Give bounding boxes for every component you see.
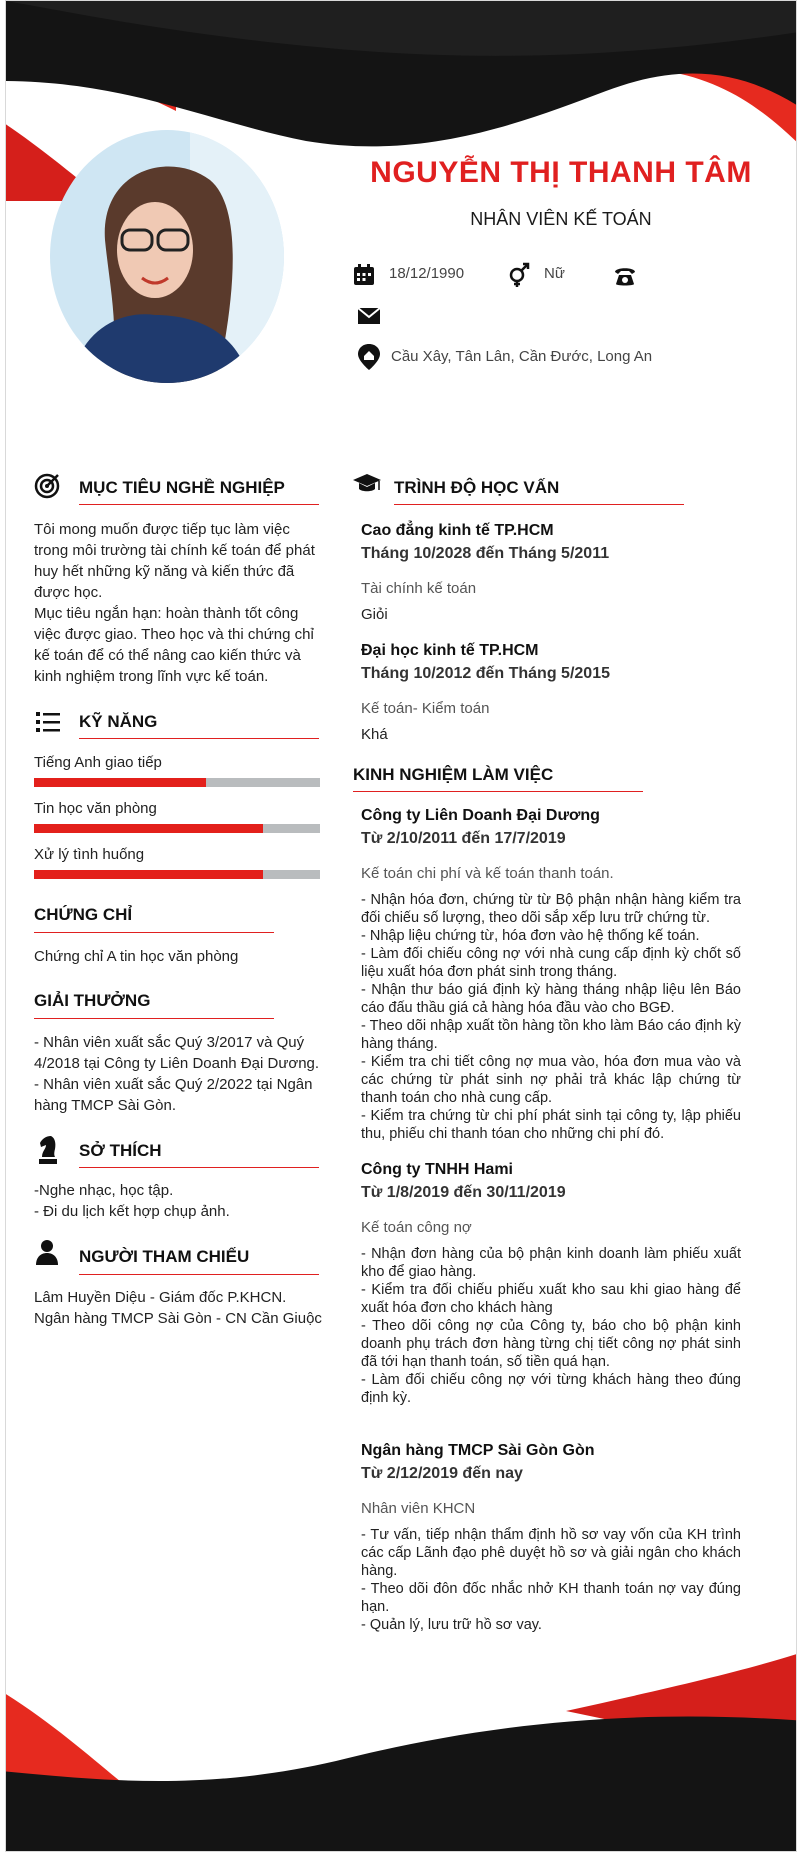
duty-item: - Theo dõi công nợ của Công ty, báo cho bộ phận kinh doanh phụ trách đơn hàng từng chị tiết công nợ phát sinh đã tới hạn thanh toán, số tiền quá hạn.: [361, 1318, 741, 1370]
list-icon: [36, 711, 60, 733]
gender: Nữ: [544, 265, 565, 282]
objective-line: Mục tiêu ngắn hạn: hoàn thành tốt công: [34, 605, 299, 622]
skill-bar: [34, 824, 320, 833]
phone-icon: [613, 265, 637, 287]
references-heading: NGƯỜI THAM CHIẾU: [79, 1247, 250, 1266]
objective-line: huy hết những kỹ năng và kiến thức đã: [34, 563, 295, 580]
experience-company: Công ty Liên Doanh Đại Dương: [361, 807, 600, 824]
objective-heading: MỤC TIÊU NGHỀ NGHIỆP: [79, 478, 285, 497]
duty-item: - Nhận hóa đơn, chứng từ từ Bộ phận nhận hàng kiểm tra đối chiếu số lượng, theo dõi sắp xếp lưu trữ chứng từ.: [361, 892, 741, 926]
skill-bar-fill: [34, 870, 263, 879]
education-major: Kế toán- Kiểm toán: [361, 700, 490, 717]
duty-item: - Kiểm tra đối chiếu phiếu xuất kho sau khi giao hàng để xuất hóa đơn cho khách hàng: [361, 1282, 741, 1316]
skill-bar: [34, 778, 320, 787]
education-heading: TRÌNH ĐỘ HỌC VẤN: [394, 478, 560, 497]
target-icon: [34, 473, 60, 499]
objective-divider: [79, 504, 319, 505]
education-major: Tài chính kế toán: [361, 580, 477, 597]
address: Cầu Xây, Tân Lân, Cần Đước, Long An: [391, 348, 653, 365]
objective-line: Tôi mong muốn được tiếp tục làm việc: [34, 521, 290, 538]
duty-item: - Kiểm tra chi tiết công nợ mua vào, hóa đơn mua vào và các chứng từ phát sinh nợ phải trả khác lập chứng từ thanh toán cho nhà cung cấp.: [361, 1054, 741, 1106]
experience-period: Từ 2/12/2019 đến nay: [361, 1465, 523, 1482]
location-icon: [357, 343, 381, 371]
job-title: NHÂN VIÊN KẾ TOÁN: [470, 209, 652, 229]
education-period: Tháng 10/2012 đến Tháng 5/2015: [361, 665, 610, 682]
education-period: Tháng 10/2028 đến Tháng 5/2011: [361, 545, 610, 562]
duty-item: - Nhận đơn hàng của bộ phận kinh doanh làm phiếu xuất kho để giao hàng.: [361, 1246, 741, 1280]
award-line: - Nhân viên xuất sắc Quý 2/2022 tại Ngân: [34, 1076, 313, 1093]
duty-item: - Nhập liệu chứng từ, hóa đơn vào hệ thống kế toán.: [361, 928, 700, 944]
education-grade: Giỏi: [361, 606, 388, 623]
duty-item: - Nhận thư báo giá định kỳ hàng tháng nhập liệu lên Báo cáo đấu thầu giá cả hàng hóa đầu vào cho BGĐ.: [361, 982, 741, 1016]
duty-item: - Theo dõi nhập xuất tồn hàng tồn kho làm Báo cáo định kỳ hàng tháng.: [361, 1018, 741, 1052]
experience-period: Từ 2/10/2011 đến 17/7/2019: [361, 830, 566, 847]
award-line: - Nhân viên xuất sắc Quý 3/2017 và Quý: [34, 1034, 305, 1051]
chess-knight-icon: [38, 1135, 58, 1165]
hobbies-divider: [79, 1167, 319, 1168]
objective-line: trong môi trường tài chính kế toán để phát: [34, 542, 315, 559]
experience-duties: [361, 1245, 741, 1407]
experience-divider: [353, 791, 643, 792]
skill-bar-fill: [34, 824, 263, 833]
duty-item: - Theo dõi đôn đốc nhắc nhở KH thanh toán nợ vay đúng hạn.: [361, 1581, 741, 1615]
awards-divider: [34, 1018, 274, 1019]
objective-text: [34, 519, 324, 687]
references-text: [34, 1287, 334, 1329]
certificates-heading: CHỨNG CHỈ: [34, 905, 133, 924]
graduation-cap-icon: [352, 473, 382, 497]
experience-duties: [361, 1526, 741, 1634]
experience-role: Kế toán công nợ: [361, 1219, 472, 1236]
experience-duties: [361, 891, 741, 1143]
experience-role: Kế toán chi phí và kế toán thanh toán.: [361, 865, 614, 882]
reference-line: Lâm Huyền Diệu - Giám đốc P.KHCN.: [34, 1289, 287, 1306]
duty-item: - Tư vấn, tiếp nhận thẩm định hồ sơ vay vốn của KH trình các cấp Lãnh đạo phê duyệt hồ sơ và giải ngân cho khách hàng.: [361, 1527, 741, 1579]
skill-label: Tiếng Anh giao tiếp: [34, 754, 162, 771]
education-school: Cao đẳng kinh tế TP.HCM: [361, 522, 554, 539]
objective-line: kế toán để có thể nâng cao kiến thức và: [34, 647, 301, 664]
skills-divider: [79, 738, 319, 739]
education-school: Đại học kinh tế TP.HCM: [361, 642, 539, 659]
skill-bar-fill: [34, 778, 206, 787]
awards-heading: GIẢI THƯỞNG: [34, 991, 151, 1010]
education-grade: Khá: [361, 726, 388, 743]
awards-text: [34, 1032, 334, 1116]
references-divider: [79, 1274, 319, 1275]
objective-line: việc được giao. Theo học và thi chứng chỉ: [34, 626, 314, 643]
award-line: 4/2018 tại Công ty Liên Doanh Đại Dương.: [34, 1055, 320, 1072]
hobby-line: - Đi du lịch kết hợp chụp ảnh.: [34, 1203, 230, 1220]
experience-role: Nhân viên KHCN: [361, 1500, 476, 1517]
hobbies-text: [34, 1180, 324, 1222]
skill-label: Xử lý tình huống: [34, 846, 145, 863]
skill-bar: [34, 870, 320, 879]
education-divider: [394, 504, 684, 505]
person-icon: [36, 1239, 58, 1265]
duty-item: - Quản lý, lưu trữ hồ sơ vay.: [361, 1617, 542, 1633]
resume-page: [5, 0, 797, 1852]
duty-item: - Làm đối chiếu công nợ với nhà cung cấp định kỳ chốt số liệu xuất hóa đơn phát sinh trong tháng.: [361, 946, 741, 980]
calendar-icon: [353, 264, 375, 286]
birthdate: 18/12/1990: [389, 265, 465, 282]
footer-wave-decoration: [6, 1651, 797, 1852]
experience-period: Từ 1/8/2019 đến 30/11/2019: [361, 1184, 566, 1201]
certificates-divider: [34, 932, 274, 933]
skill-label: Tin học văn phòng: [34, 800, 157, 817]
hobby-line: -Nghe nhạc, học tập.: [34, 1182, 174, 1199]
duty-item: - Làm đối chiếu công nợ với từng khách hàng theo đúng định kỳ.: [361, 1372, 741, 1406]
objective-line: được học.: [34, 584, 103, 601]
objective-line: kinh nghiệm trong lĩnh vực kế toán.: [34, 668, 269, 685]
email-icon: [357, 307, 381, 325]
experience-heading: KINH NGHIỆM LÀM VIỆC: [353, 765, 554, 784]
experience-company: Công ty TNHH Hami: [361, 1161, 513, 1178]
avatar: [50, 130, 284, 383]
duty-item: - Kiểm tra chứng từ chi phí phát sinh tại công ty, lập phiếu thu, phiếu chi thanh tóan cho những chi phí đó.: [361, 1108, 741, 1142]
gender-icon: [506, 261, 532, 287]
certificate-item: Chứng chỉ A tin học văn phòng: [34, 948, 239, 965]
experience-company: Ngân hàng TMCP Sài Gòn Gòn: [361, 1442, 595, 1459]
skills-heading: KỸ NĂNG: [79, 712, 158, 731]
candidate-name: NGUYỄN THỊ THANH TÂM: [370, 156, 752, 189]
award-line: hàng TMCP Sài Gòn.: [34, 1097, 177, 1114]
hobbies-heading: SỞ THÍCH: [79, 1141, 162, 1160]
reference-line: Ngân hàng TMCP Sài Gòn - CN Cần Giuộc: [34, 1310, 322, 1327]
